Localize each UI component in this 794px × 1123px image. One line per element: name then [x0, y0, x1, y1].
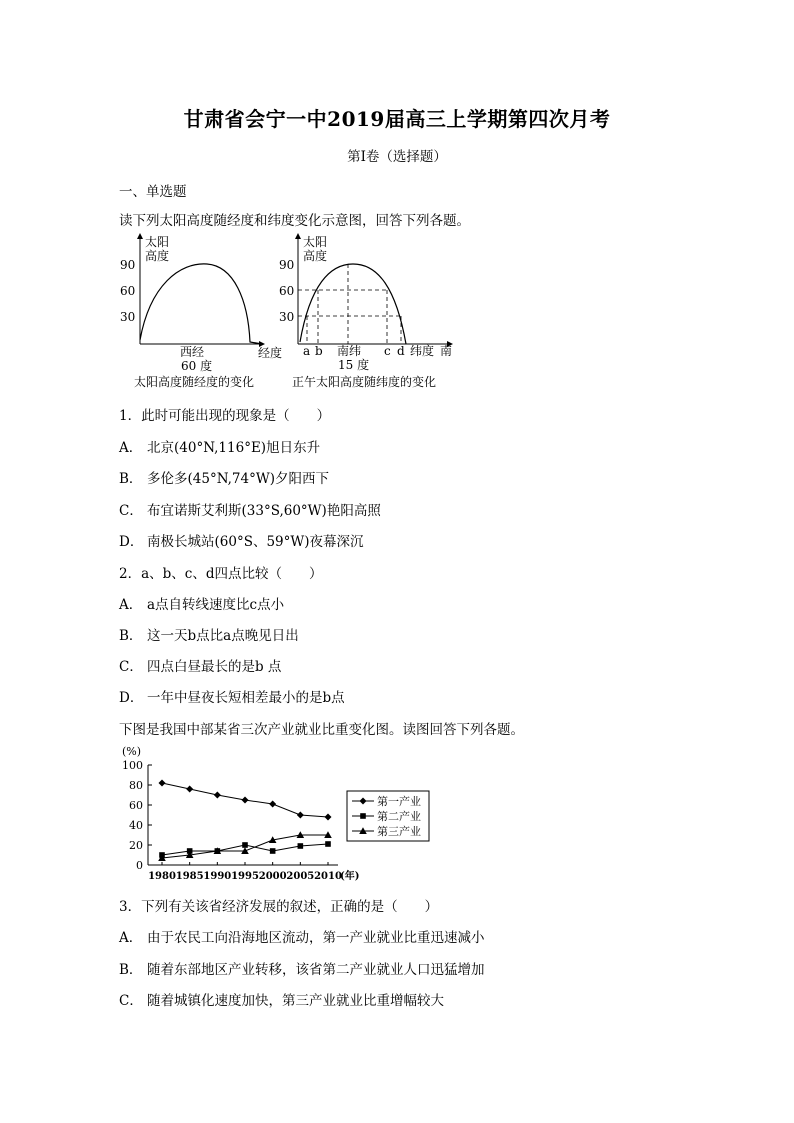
q2-option-d[interactable] — [119, 686, 345, 706]
data-point-diamond — [269, 801, 276, 808]
data-point-diamond — [186, 786, 193, 793]
right-mid-2: 15 度 — [338, 358, 370, 372]
q1-option-a[interactable] — [119, 436, 320, 456]
figure-sun-altitude — [0, 230, 794, 390]
intro-2: 下图是我国中部某省三次产业就业比重变化图。读图回答下列各题。 — [119, 722, 524, 738]
option-text: 一年中昼夜长短相差最小的是b点 — [147, 690, 345, 706]
option-text: 南极长城站(60°S、59°W)夜幕深沉 — [147, 534, 364, 550]
right-ytick-60: 60 — [279, 284, 295, 298]
option-key: C． — [119, 503, 143, 519]
legend-label: 第二产业 — [377, 810, 421, 823]
q2-option-b[interactable] — [119, 624, 299, 644]
data-point-square — [325, 841, 331, 847]
option-key: B． — [119, 471, 143, 487]
option-key: C． — [119, 993, 143, 1009]
q3-option-a[interactable] — [119, 926, 485, 946]
data-point-diamond — [360, 798, 367, 805]
section-heading: 一、单选题 — [119, 184, 187, 200]
data-point-diamond — [297, 812, 304, 819]
option-text: 布宜诺斯艾利斯(33°S,60°W)艳阳高照 — [147, 503, 381, 519]
legend-label: 第一产业 — [377, 795, 421, 808]
right-ylabel-1: 太阳 — [303, 235, 328, 249]
option-key: B． — [119, 962, 143, 978]
y-tick-label: 60 — [129, 799, 143, 812]
x-tick-label: 1980 — [148, 871, 176, 882]
right-caption: 正午太阳高度随纬度的变化 — [292, 375, 437, 389]
q1-stem: 1．此时可能出现的现象是（ ） — [119, 408, 331, 424]
option-key: A． — [119, 597, 143, 613]
option-text: a点自转线速度比c点小 — [147, 597, 285, 613]
y-unit-label: (%) — [122, 745, 142, 758]
x-unit-label: (年) — [340, 871, 360, 882]
q3-option-c[interactable] — [119, 989, 444, 1009]
subtitle: 第I卷（选择题） — [347, 149, 447, 165]
x-tick-label: 2010 — [314, 871, 342, 882]
right-xaxis: 纬度 — [410, 344, 435, 358]
q1-option-b[interactable] — [119, 467, 329, 487]
y-tick-label: 100 — [122, 759, 143, 772]
left-ylabel-2: 高度 — [145, 249, 170, 263]
intro-1: 读下列太阳高度随经度和纬度变化示意图，回答下列各题。 — [119, 213, 470, 229]
option-text: 四点白昼最长的是b 点 — [147, 659, 282, 675]
data-point-diamond — [214, 792, 221, 799]
x-tick-label: 2000 — [258, 871, 287, 882]
option-key: A． — [119, 440, 143, 456]
q3-stem: 3．下列有关该省经济发展的叙述，正确的是（ ） — [119, 899, 439, 915]
right-ytick-90: 90 — [279, 258, 295, 272]
left-ytick-60: 60 — [120, 284, 136, 298]
q3-option-b[interactable] — [119, 958, 485, 978]
q1-option-c[interactable] — [119, 499, 381, 519]
right-south: 南 — [440, 344, 453, 358]
left-ytick-30: 30 — [120, 310, 136, 324]
point-b: b — [315, 344, 323, 358]
option-text: 由于农民工向沿海地区流动，第一产业就业比重迅速减小 — [147, 930, 485, 946]
left-panel — [120, 234, 282, 389]
left-caption: 太阳高度随经度的变化 — [134, 375, 255, 389]
employment-chart — [0, 740, 794, 890]
option-text: 多伦多(45°N,74°W)夕阳西下 — [147, 471, 330, 487]
x-tick-label: 1985 — [175, 871, 204, 882]
point-a: a — [303, 344, 311, 358]
data-point-diamond — [325, 814, 332, 821]
option-text: 这一天b点比a点晚见日出 — [147, 628, 299, 644]
point-d: d — [397, 344, 405, 358]
option-text: 随着东部地区产业转移，该省第二产业就业人口迅猛增加 — [147, 962, 485, 978]
y-tick-label: 40 — [129, 819, 143, 832]
left-ylabel-1: 太阳 — [145, 235, 170, 249]
data-point-square — [298, 843, 304, 849]
q2-stem: 2．a、b、c、d四点比较（ ） — [119, 566, 323, 582]
left-xlabel-1: 西经 — [180, 345, 205, 359]
option-text: 随着城镇化速度加快，第三产业就业比重增幅较大 — [147, 993, 444, 1009]
x-tick-label: 1995 — [231, 871, 259, 882]
right-ytick-30: 30 — [279, 310, 295, 324]
left-xlabel-2: 60 度 — [181, 359, 213, 373]
data-point-diamond — [242, 797, 249, 804]
data-point-square — [360, 813, 366, 819]
y-tick-label: 80 — [129, 779, 143, 792]
data-point-square — [242, 842, 248, 848]
y-tick-label: 20 — [129, 839, 143, 852]
right-mid-1: 南纬 — [337, 344, 362, 358]
left-ytick-90: 90 — [120, 258, 136, 272]
q2-option-a[interactable] — [119, 593, 284, 613]
page-title: 甘肃省会宁一中2019届高三上学期第四次月考 — [183, 107, 611, 131]
right-panel — [279, 234, 452, 389]
q1-option-d[interactable] — [119, 530, 364, 550]
right-ylabel-2: 高度 — [303, 249, 328, 263]
data-point-diamond — [159, 780, 166, 787]
y-tick-label: 0 — [136, 859, 143, 872]
option-key: C． — [119, 659, 143, 675]
legend-label: 第三产业 — [377, 825, 421, 838]
q2-option-c[interactable] — [119, 655, 281, 675]
point-c: c — [384, 344, 391, 358]
option-key: D． — [119, 690, 144, 706]
x-tick-label: 1990 — [203, 871, 232, 882]
data-point-square — [270, 848, 276, 854]
option-key: B． — [119, 628, 143, 644]
x-tick-label: 2005 — [286, 871, 315, 882]
option-key: A． — [119, 930, 143, 946]
option-key: D． — [119, 534, 144, 550]
option-text: 北京(40°N,116°E)旭日东升 — [147, 440, 321, 456]
left-xaxis: 经度 — [258, 346, 283, 360]
